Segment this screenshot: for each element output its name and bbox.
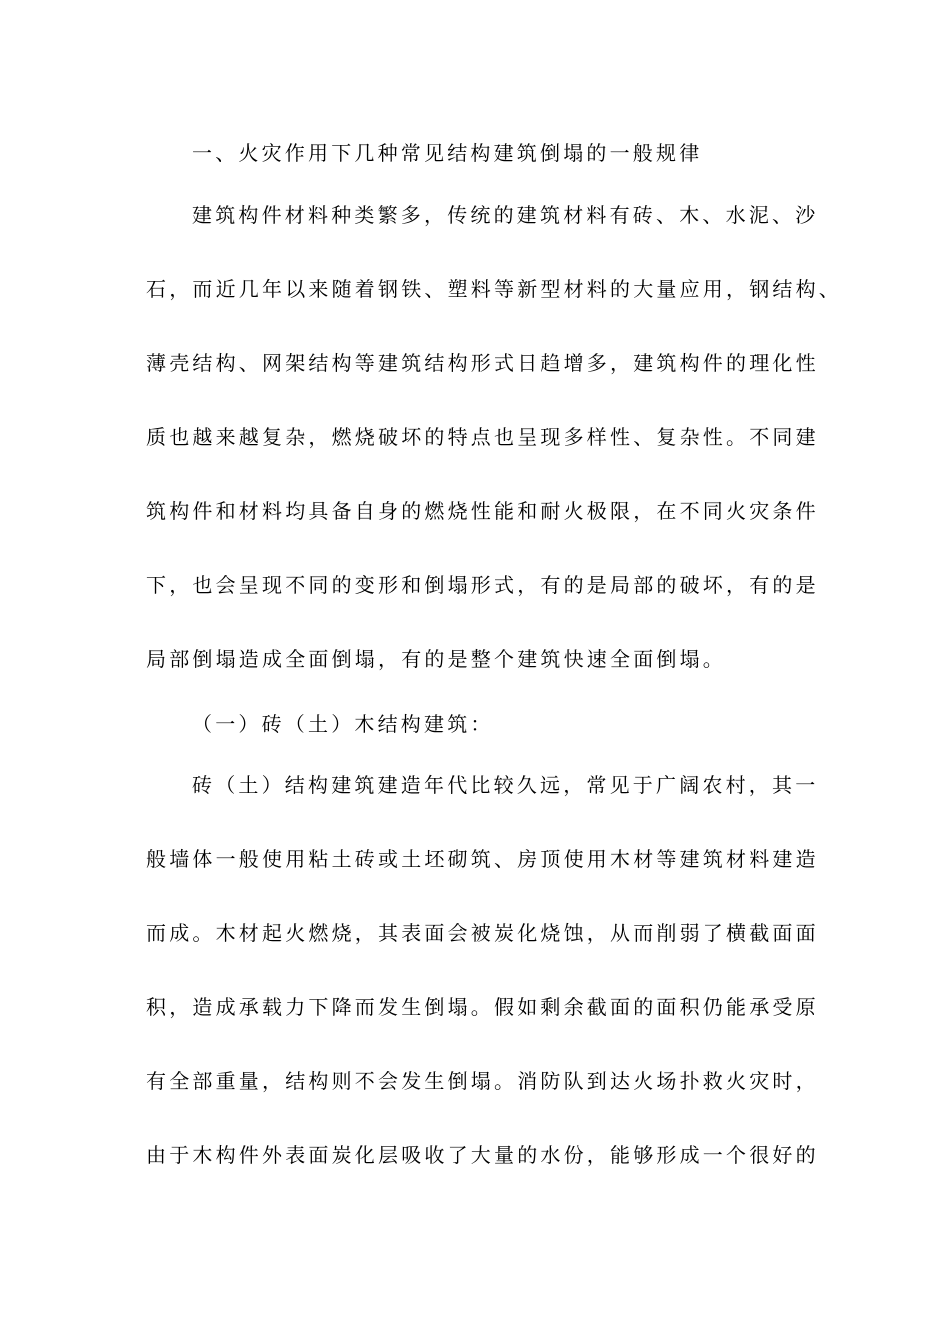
- paragraph-line: 般墙体一般使用粘土砖或土坯砌筑、房顶使用木材等建筑材料建造: [146, 847, 819, 871]
- paragraph-line: 局部倒塌造成全面倒塌，有的是整个建筑快速全面倒塌。: [146, 647, 726, 671]
- paragraph-line: 薄壳结构、网架结构等建筑结构形式日趋增多，建筑构件的理化性: [146, 351, 819, 375]
- paragraph-line: 砖（土）结构建筑建造年代比较久远，常见于广阔农村，其一: [192, 773, 819, 797]
- paragraph-line: 质也越来越复杂，燃烧破坏的特点也呈现多样性、复杂性。不同建: [146, 425, 819, 449]
- paragraph-line: 下，也会呈现不同的变形和倒塌形式，有的是局部的破坏，有的是: [146, 573, 819, 597]
- paragraph-line: 有全部重量，结构则不会发生倒塌。消防队到达火场扑救火灾时，: [146, 1069, 819, 1093]
- subheading: （一）砖（土）木结构建筑：: [192, 712, 494, 736]
- paragraph-line: 由于木构件外表面炭化层吸收了大量的水份，能够形成一个很好的: [146, 1143, 819, 1167]
- paragraph-line: 筑构件和材料均具备自身的燃烧性能和耐火极限，在不同火灾条件: [146, 499, 819, 523]
- paragraph-line: 积，造成承载力下降而发生倒塌。假如剩余截面的面积仍能承受原: [146, 995, 819, 1019]
- paragraph-line: 石，而近几年以来随着钢铁、塑料等新型材料的大量应用，钢结构、: [146, 277, 842, 301]
- section-heading: 一、火灾作用下几种常见结构建筑倒塌的一般规律: [192, 141, 703, 165]
- paragraph-line: 而成。木材起火燃烧，其表面会被炭化烧蚀，从而削弱了横截面面: [146, 921, 819, 945]
- paragraph-line: 建筑构件材料种类繁多，传统的建筑材料有砖、木、水泥、沙: [192, 203, 819, 227]
